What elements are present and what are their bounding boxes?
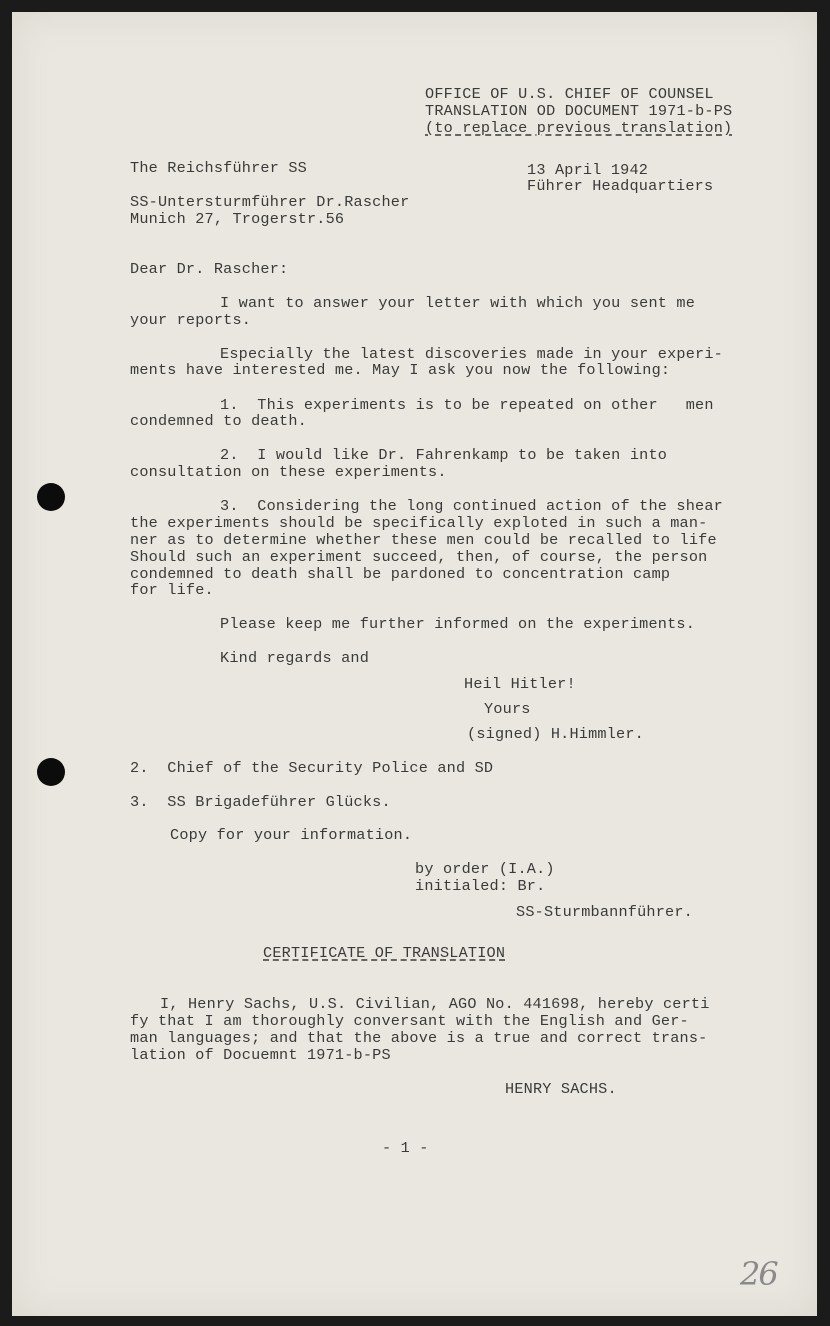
body-line: 2. I would like Dr. Fahrenkamp to be taken into xyxy=(220,446,668,464)
body-line: 3. Considering the long continued action of the shear xyxy=(220,497,723,515)
copy-note: Copy for your information. xyxy=(170,826,413,844)
body-line: for life. xyxy=(130,581,214,599)
sender: The Reichsführer SS xyxy=(130,159,307,177)
body-line: the experiments should be specifically exploted in such a man- xyxy=(130,514,708,532)
body-line: ner as to determine whether these men could be recalled to life xyxy=(130,531,717,549)
body-line: consultation on these experiments. xyxy=(130,463,447,481)
page-number: - 1 - xyxy=(382,1139,429,1157)
body-line: ments have interested me. May I ask you now the following: xyxy=(130,361,671,379)
order-line: by order (I.A.) xyxy=(415,860,555,878)
document-page xyxy=(12,12,817,1316)
salutation: Dear Dr. Rascher: xyxy=(130,260,289,278)
certificate-signer: HENRY SACHS. xyxy=(505,1080,617,1098)
signature-greeting: Heil Hitler! xyxy=(464,675,576,693)
certificate-title: CERTIFICATE OF TRANSLATION xyxy=(263,944,506,962)
body-line: I want to answer your letter with which you sent me xyxy=(220,294,696,312)
header-office: OFFICE OF U.S. CHIEF OF COUNSEL xyxy=(425,85,714,103)
certificate-line: lation of Docuemnt 1971-b-PS xyxy=(130,1046,391,1064)
order-initialed: initialed: Br. xyxy=(415,877,546,895)
body-line: condemned to death shall be pardoned to concentration camp xyxy=(130,565,671,583)
body-line: condemned to death. xyxy=(130,412,307,430)
signature-yours: Yours xyxy=(484,700,531,718)
punch-hole-top xyxy=(37,483,65,511)
recipient-address: Munich 27, Trogerstr.56 xyxy=(130,210,345,228)
handwritten-page-number: 26 xyxy=(740,1255,777,1293)
body-line: Especially the latest discoveries made in your experi- xyxy=(220,345,723,363)
header-translation: TRANSLATION OD DOCUMENT 1971-b-PS xyxy=(425,102,733,120)
punch-hole-bottom xyxy=(37,758,65,786)
signature-name: (signed) H.Himmler. xyxy=(467,725,644,743)
distribution-item: 3. SS Brigadeführer Glücks. xyxy=(130,793,391,811)
certificate-line: man languages; and that the above is a true and correct trans- xyxy=(130,1029,708,1047)
recipient-name: SS-Untersturmführer Dr.Rascher xyxy=(130,193,410,211)
header-replace-note: (to replace previous translation) xyxy=(425,119,733,137)
distribution-item: 2. Chief of the Security Police and SD xyxy=(130,759,494,777)
letter-date: 13 April 1942 xyxy=(527,161,649,179)
letter-place: Führer Headquartiers xyxy=(527,177,714,195)
order-rank: SS-Sturmbannführer. xyxy=(516,903,693,921)
body-line: 1. This experiments is to be repeated on other men xyxy=(220,396,714,414)
certificate-line: fy that I am thoroughly conversant with the English and Ger- xyxy=(130,1012,689,1030)
body-line: your reports. xyxy=(130,311,252,329)
closing: Kind regards and xyxy=(220,649,370,667)
body-line: Should such an experiment succeed, then, of course, the person xyxy=(130,548,708,566)
body-line: Please keep me further informed on the experiments. xyxy=(220,615,696,633)
certificate-line: I, Henry Sachs, U.S. Civilian, AGO No. 441698, hereby certi xyxy=(160,995,710,1013)
